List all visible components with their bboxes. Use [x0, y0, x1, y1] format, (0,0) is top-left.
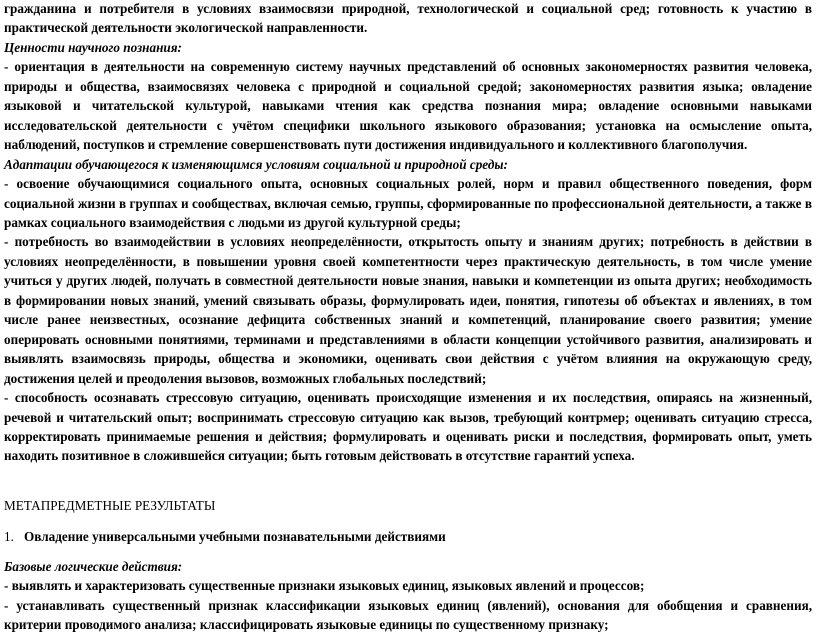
spacer	[4, 466, 812, 496]
paragraph-social-experience: - освоение обучающимися социального опыта, основных социальных ролей, норм и правил общественного поведения, форм социальной жизни в группах и сообществах, включая семью, группы, сформированные по профессиональной деятельности, а также в рамках социального взаимодействия с людьми из другой культурной среды;	[4, 176, 812, 230]
paragraph-uncertainty-interaction: - потребность во взаимодействии в условиях неопределённости, открытость опыту и знаниям других; потребность в действии в условиях неопределённости, в повышении уровня своей компетентности через практическую деятельность, в том числе умение учиться у других людей, получать в совместной деятельности новые знания, навыки и компетенции из опыта других; необходимость в формировании новых знаний, умений связывать образы, формулировать идеи, понятия, гипотезы об объектах и явлениях, в том числе ранее неизвестных, осознание дефицита собственных знаний и компетенций, планирование своего развития; умение оперировать основными понятиями, терминами и представлениями в области концепции устойчивого развития, анализировать и выявлять взаимосвязь природы, общества и экономики, оценивать свои действия с учётом влияния на окружающую среду, достижения целей и преодоления вызовов, возможных глобальных последствий;	[4, 234, 812, 386]
paragraph-citizen-readiness: гражданина и потребителя в условиях взаимосвязи природной, технологической и социальной сред; готовность к участию в практической деятельности экологической направленности.	[4, 1, 812, 36]
heading-scientific-cognition: Ценности научного познания:	[4, 39, 182, 55]
list-item: - устанавливать существенный признак классификации языковых единиц (явлений), основания для обобщения и сравнения, критерии проводимого анализа; классифицировать языковые единицы по существенному признаку;	[4, 597, 812, 633]
spacer	[4, 547, 812, 557]
spacer	[4, 515, 812, 527]
document-body	[4, 0, 812, 635]
list-item: - выявлять и характеризовать существенные признаки языковых единиц, языковых явлений и процессов;	[4, 578, 645, 594]
numbered-heading-text: Овладение универсальными учебными познавательными действиями	[24, 529, 446, 545]
heading-adaptation: Адаптации обучающегося к изменяющимся условиям социальной и природной среды:	[4, 156, 508, 172]
numbered-heading	[4, 527, 812, 546]
heading-basic-logic: Базовые логические действия:	[4, 558, 183, 574]
list-number: 1.	[4, 529, 14, 545]
paragraph-stress-ability: - способность осознавать стрессовую ситуацию, оценивать происходящие изменения и их последствия, опираясь на жизненный, речевой и читательский опыт; воспринимать стрессовую ситуацию как вызов, требующий контрмер; оценивать ситуацию стресса, корректировать принимаемые решения и действия; формулировать и оценивать риски и последствия, формировать опыт, уметь находить позитивное в сложившейся ситуации; быть готовым действовать в отсутствие гарантий успеха.	[4, 390, 812, 464]
section-heading-metasubject: МЕТАПРЕДМЕТНЫЕ РЕЗУЛЬТАТЫ	[4, 497, 216, 513]
paragraph-scientific-orientation: - ориентация в деятельности на современную систему научных представлений об основных закономерностях развития человека, природы и общества, взаимосвязях человека с природной и социальной средой; закономерностях развития языка; овладение языковой и читательской культурой, навыками чтения как средства познания мира; овладение основными навыками исследовательской деятельности с учётом специфики школьного языкового образования; установка на осмысление опыта, наблюдений, поступков и стремление совершенствовать пути достижения индивидуального и коллективного благополучия.	[4, 59, 812, 153]
